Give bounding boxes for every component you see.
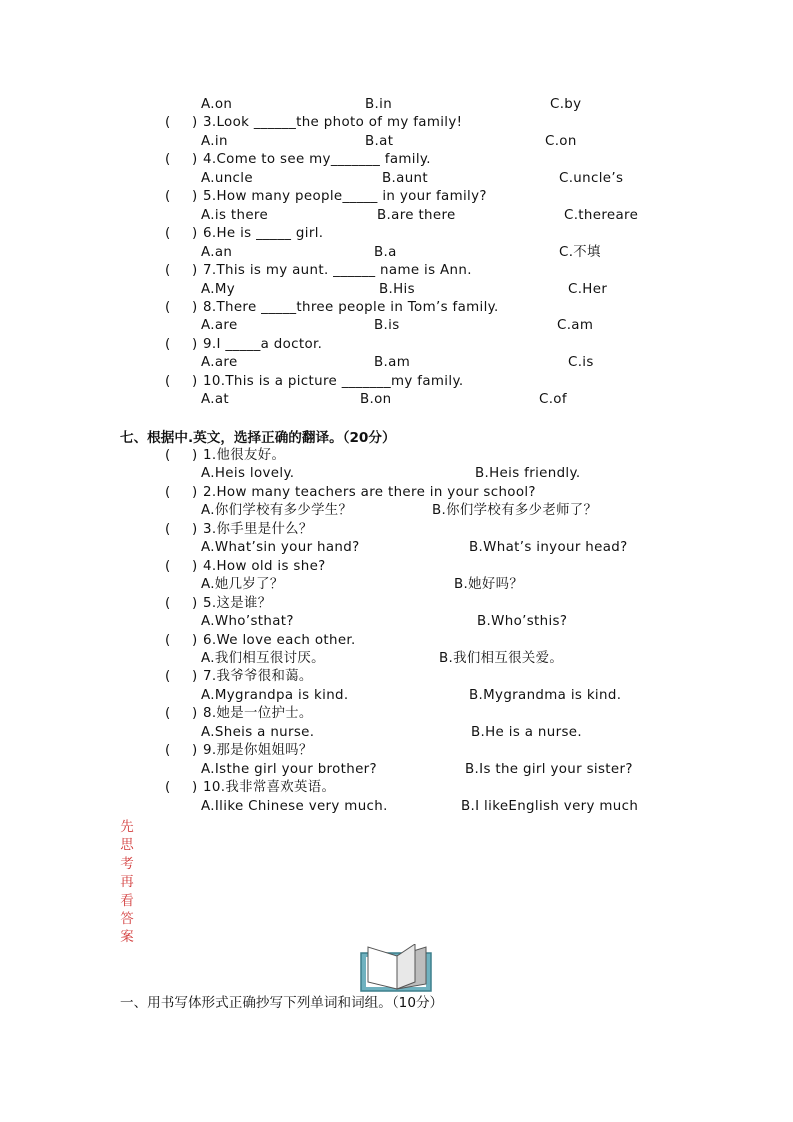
answer-paren-open[interactable]: ( [165,669,171,685]
option-c: C.on [545,133,577,149]
side-note-char: 考 [120,855,134,872]
question-row [0,336,793,354]
option-b: B.at [365,133,394,149]
option-c: C.不填 [559,244,601,260]
option-a: A.Sheis a nurse. [201,724,315,740]
option-a: A.你们学校有多少学生？ [201,503,353,519]
answer-paren-open[interactable]: ( [165,115,171,131]
question-text: 4.Come to see my_______ family. [203,152,431,168]
option-a: A.Heis lovely. [201,466,295,482]
option-a: A.on [201,97,233,112]
answer-paren-close: ) [192,448,198,463]
option-a: A.我们相互很讨厌。 [201,650,325,666]
option-a: A.Who’sthat? [201,614,294,630]
question-text: 6.We love each other. [203,632,356,648]
question-row [0,484,793,502]
answer-paren-close: ) [192,115,198,131]
answer-paren-close: ) [192,263,198,279]
side-note-char: 思 [120,837,134,854]
question-text: 3.你手里是什么？ [203,521,313,537]
side-note [119,818,135,947]
question-row [0,299,793,317]
answer-paren-close: ) [192,189,198,205]
question-text: 9.I _____a doctor. [203,336,323,352]
options-row [0,317,793,335]
option-a: A.are [201,355,238,371]
question-row [0,779,793,797]
side-note-char: 再 [120,874,134,891]
option-b: B.I likeEnglish very much [461,798,639,814]
option-a: A.Ilike Chinese very much. [201,798,388,814]
option-b: B.Who’sthis? [477,614,568,630]
options-row [0,724,793,742]
answer-paren-open[interactable]: ( [165,558,171,574]
question-row [0,521,793,539]
question-row [0,632,793,650]
option-a: A.in [201,133,228,149]
question-row [0,151,793,169]
question-row [0,114,793,132]
question-row [0,188,793,206]
option-c: C.thereare [564,207,639,223]
options-row [0,207,793,225]
options-row [0,576,793,594]
answer-paren-close: ) [192,632,198,648]
options-row [0,539,793,557]
answer-paren-close: ) [192,558,198,574]
answer-paren-close: ) [192,336,198,352]
option-a: A.is there [201,207,269,223]
answer-paren-close: ) [192,595,198,611]
options-row [0,761,793,779]
option-b: B.in [365,97,393,112]
question-row [0,262,793,280]
answer-paren-close: ) [192,743,198,759]
question-row [0,668,793,686]
options-row [0,391,793,409]
option-b: B.她好吗？ [454,577,524,593]
option-a: A.What’sin your hand? [201,540,360,556]
answer-paren-close: ) [192,521,198,537]
options-row [0,650,793,668]
question-text: 6.He is _____ girl. [203,226,324,242]
question-row [0,742,793,760]
options-row [0,244,793,262]
option-a: A.Isthe girl your brother? [201,761,377,777]
option-c: C.is [568,355,594,371]
options-row [0,613,793,631]
question-row [0,373,793,391]
answer-paren-open[interactable]: ( [165,263,171,279]
answer-paren-open[interactable]: ( [165,226,171,242]
option-a: A.uncle [201,170,253,186]
option-c: C.am [557,318,594,334]
answer-paren-open[interactable]: ( [165,336,171,352]
option-b: B.What’s inyour head? [469,540,628,556]
options-row [0,170,793,188]
side-note-char: 先 [120,819,134,835]
answer-paren-open[interactable]: ( [165,743,171,759]
option-b: B.is [374,318,400,334]
option-a: A.她几岁了？ [201,577,284,593]
option-b: B.am [374,355,411,371]
option-b: B.are there [377,207,456,223]
option-b: B.His [379,281,415,297]
question-text: 7.This is my aunt. ______ name is Ann. [203,263,472,279]
side-note-char: 答 [120,911,134,928]
answer-paren-open[interactable]: ( [165,632,171,648]
answer-paren-open[interactable]: ( [165,189,171,205]
answer-paren-close: ) [192,706,198,722]
options-row [0,133,793,151]
answer-paren-open[interactable]: ( [165,152,171,168]
answer-paren-close: ) [192,152,198,168]
options-row [0,465,793,483]
option-b: B.Mygrandma is kind. [469,687,622,703]
answer-paren-close: ) [192,373,198,389]
question-row [0,447,793,465]
answer-paren-open[interactable]: ( [165,373,171,389]
option-b: B.aunt [382,170,428,186]
option-c: C.by [550,97,582,112]
question-row [0,225,793,243]
question-text: 8.There _____three people in Tom’s family. [203,299,499,315]
option-c: C.Her [568,281,608,297]
option-b: B.on [360,392,392,408]
option-c: C.of [539,392,567,408]
answer-paren-close: ) [192,226,198,242]
question-text: 10.This is a picture _______my family. [203,373,464,389]
answer-paren-open[interactable]: ( [165,448,171,463]
question-row [0,558,793,576]
answer-paren-open[interactable]: ( [165,484,171,500]
answer-paren-open[interactable]: ( [165,521,171,537]
question-text: 3.Look ______the photo of my family! [203,115,463,131]
question-text: 4.How old is she? [203,558,326,574]
options-row [0,687,793,705]
option-b: B.你们学校有多少老师了？ [432,503,598,519]
option-a: A.are [201,318,238,334]
answer-paren-open[interactable]: ( [165,706,171,722]
question-text: 2.How many teachers are there in your school? [203,484,536,500]
section-7-title: 七、根据中.英文，选择正确的翻译。（20分） [120,430,396,446]
answer-paren-close: ) [192,780,198,796]
option-a: A.My [201,281,236,297]
options-row [0,798,793,816]
side-note-char: 看 [120,892,134,909]
options-row [0,354,793,372]
options-row [0,281,793,299]
side-note-char: 案 [120,929,134,946]
open-book-icon [360,944,434,998]
question-row [0,705,793,723]
answer-paren-close: ) [192,669,198,685]
options-row [0,502,793,520]
question-text: 8.她是一位护士。 [203,706,313,722]
option-b: B.Is the girl your sister? [465,761,633,777]
option-b: B.a [374,244,397,260]
question-text: 9.那是你姐姐吗？ [203,743,313,759]
option-a: A.an [201,244,233,260]
answer-paren-close: ) [192,299,198,315]
answer-paren-open[interactable]: ( [165,780,171,796]
question-text: 5.How many people_____ in your family? [203,189,487,205]
question-row [0,595,793,613]
question-text: 7.我爷爷很和蔼。 [203,669,313,685]
question-text: 1.他很友好。 [203,448,286,463]
option-a: A.at [201,392,230,408]
option-b: B.He is a nurse. [471,724,582,740]
option-b: B.我们相互很关爱。 [439,650,564,666]
options-row [0,96,793,114]
section-1-title: 一、用书写体形式正确抄写下列单词和词组。（10分） [120,995,444,1011]
option-c: C.uncle’s [559,170,624,186]
question-text: 5.这是谁？ [203,595,272,611]
option-a: A.Mygrandpa is kind. [201,687,349,703]
answer-paren-open[interactable]: ( [165,595,171,611]
answer-paren-close: ) [192,484,198,500]
question-text: 10.我非常喜欢英语。 [203,780,336,796]
option-b: B.Heis friendly. [475,466,581,482]
answer-paren-open[interactable]: ( [165,299,171,315]
